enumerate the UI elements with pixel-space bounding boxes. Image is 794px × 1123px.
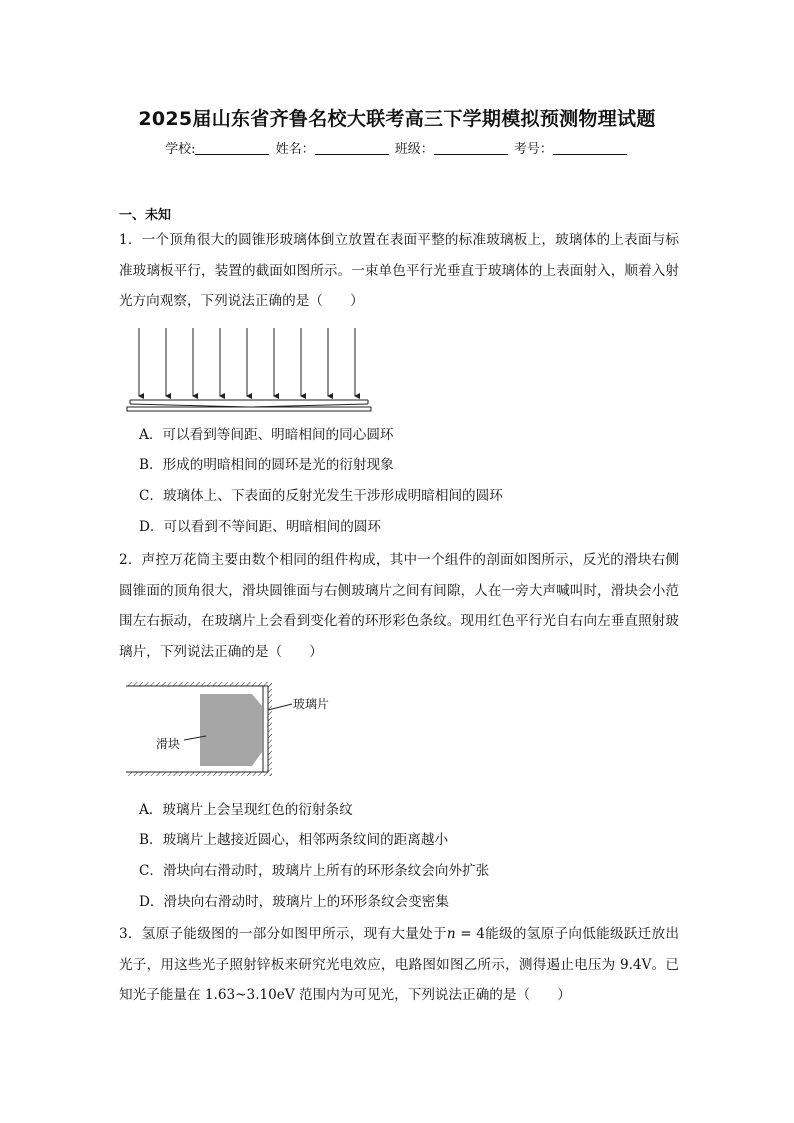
slider-block: [200, 694, 262, 766]
question-3-text-b: 能级的氢原子向低能级跃迁放出光子，用这些光子照射锌板来研究光电效应，电路图如图乙所示，测得遏止电压为 9.4V。已知光子能量在 1.63~3.10eV 范围内为可见光，下列说法正确的是（ ）: [119, 926, 680, 1003]
question-3-number: 3．: [119, 926, 142, 942]
info-blank-name: [315, 142, 389, 155]
label-slider: 滑块: [156, 737, 181, 751]
label-glass-pane: 玻璃片: [293, 697, 330, 711]
top-wall: [126, 682, 272, 686]
question-2-option-b: B．玻璃片上越接近圆心，相邻两条纹间的距离越小: [139, 832, 449, 848]
question-2-stem: [119, 545, 679, 667]
question-1-option-a: A．可以看到等间距、明暗相间的同心圆环: [139, 427, 394, 443]
figure-2-kaleidoscope-component: [122, 680, 352, 780]
info-blank-exam-number: [553, 142, 627, 155]
question-2-number: 2．: [119, 552, 142, 568]
question-1-stem: [119, 225, 679, 317]
info-label-exam-number: 考号：: [513, 142, 553, 157]
info-label-school: 学校:: [165, 142, 196, 157]
question-1-option-b: B．形成的明暗相间的圆环是光的衍射现象: [139, 457, 394, 473]
right-wall: [268, 682, 272, 776]
info-label-class: 班级：: [394, 142, 434, 157]
question-1-option-d: D．可以看到不等间距、明暗相间的圆环: [139, 519, 381, 535]
question-2-option-a: A．玻璃片上会呈现红色的衍射条纹: [139, 802, 353, 818]
info-blank-class: [434, 142, 508, 155]
standard-glass-plate: [127, 407, 371, 411]
info-label-name: 姓名：: [275, 142, 315, 157]
page-title: 2025届山东省齐鲁名校大联考高三下学期模拟预测物理试题: [138, 108, 656, 130]
question-1-number: 1．: [119, 232, 142, 248]
student-info-line: [0, 138, 794, 157]
bottom-wall: [126, 772, 272, 776]
figure-1-cone-on-plate: [124, 326, 374, 414]
question-3-stem: [119, 919, 679, 1011]
question-3-equation: = 4: [455, 926, 485, 942]
section-heading: 一、未知: [119, 208, 172, 223]
question-3-variable-n: n: [446, 926, 456, 942]
question-2-text: 声控万花筒主要由数个相同的组件构成，其中一个组件的剖面如图所示，反光的滑块右侧圆锥面的顶角很大，滑块圆锥面与右侧玻璃片之间有间隙，人在一旁大声喊叫时，滑块会小范围左右振动，在玻璃片上会看到变化着的环形彩色条纹。现用红色平行光自右向左垂直照射玻璃片，下列说法正确的是（ ）: [119, 552, 679, 660]
question-2-option-c: C．滑块向右滑动时，玻璃片上所有的环形条纹会向外扩张: [139, 863, 490, 879]
question-1-option-c: C．玻璃体上、下表面的反射光发生干涉形成明暗相间的圆环: [139, 488, 503, 504]
question-1-text: 一个顶角很大的圆锥形玻璃体倒立放置在表面平整的标准玻璃板上，玻璃体的上表面与标准玻璃板平行，装置的截面如图所示。一束单色平行光垂直于玻璃体的上表面射入，顺着入射光方向观察，下列说法正确的是（ ）: [119, 232, 679, 309]
question-3-text-a: 氢原子能级图的一部分如图甲所示，现有大量处于: [141, 926, 447, 942]
info-blank-school: [195, 142, 269, 155]
cone-glass-body: [130, 400, 368, 407]
question-2-option-d: D．滑块向右滑动时，玻璃片上的环形条纹会变密集: [139, 894, 449, 910]
